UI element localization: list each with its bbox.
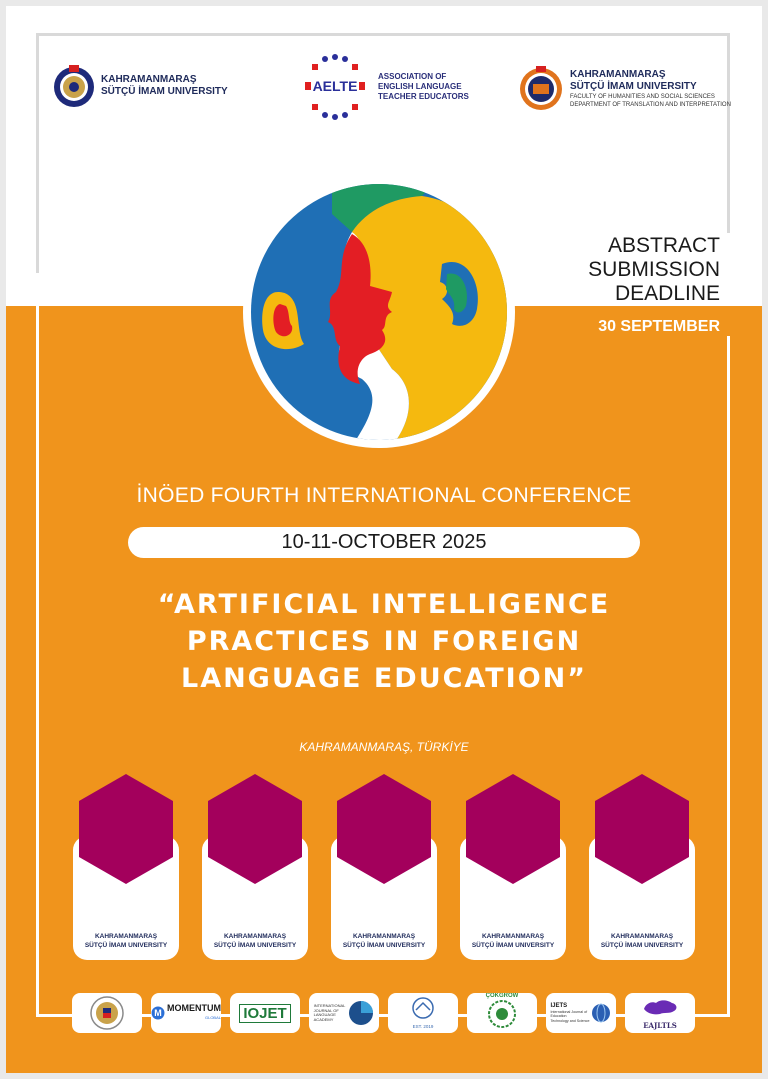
- ijets-title: IJETS: [550, 1002, 568, 1009]
- sponsor-ijets: [546, 993, 616, 1033]
- hexagon-icon: [464, 774, 562, 884]
- svg-text:M: M: [154, 1008, 162, 1018]
- ksu-right-line4: DEPARTMENT OF TRANSLATION AND INTERPRETATION: [570, 102, 731, 108]
- aelte-line2: ENGLISH LANGUAGE: [378, 82, 462, 91]
- frame-line-top: [36, 33, 730, 36]
- frame-line-right-upper: [727, 33, 730, 233]
- aelte-line1: ASSOCIATION OF: [378, 72, 447, 81]
- sponsor-ijla: [309, 993, 379, 1033]
- partner-line2: SÜTÇÜ İMAM UNIVERSITY: [342, 942, 426, 949]
- ijets-line3: Technology and Science: [550, 1018, 590, 1023]
- partner-line2: SÜTÇÜ İMAM UNIVERSITY: [84, 942, 168, 949]
- momentum-sub: GLOBAL: [204, 1015, 221, 1020]
- partner-card: [73, 774, 179, 960]
- frame-line-left-upper: [36, 33, 39, 273]
- sponsor-momentum: [151, 993, 221, 1033]
- conference-title: İNÖED FOURTH INTERNATIONAL CONFERENCE: [136, 484, 632, 507]
- ijets-line1: International Journal of: [550, 1009, 588, 1014]
- frame-line-right: [727, 336, 730, 1017]
- hexagon-icon: [593, 774, 691, 884]
- theme-line2: PRACTICES IN FOREIGN: [186, 626, 582, 657]
- aelte-ring-icon: [300, 54, 370, 120]
- partner-card: [202, 774, 308, 960]
- partner-line1: KAHRAMANMARAŞ: [94, 933, 158, 940]
- frame-line-left: [36, 306, 39, 1017]
- us-seal-icon: [89, 995, 125, 1031]
- hexagon-icon: [206, 774, 304, 884]
- partner-line1: KAHRAMANMARAŞ: [610, 933, 674, 940]
- ijla-line3: LANGUAGE: [313, 1012, 336, 1017]
- aelte-logo: [300, 54, 469, 120]
- ijla-line2: JOURNAL OF: [313, 1007, 339, 1013]
- ksu-right-line3: FACULTY OF HUMANITIES AND SOCIAL SCIENCES: [570, 94, 715, 100]
- conference-location: KAHRAMANMARAŞ, TÜRKİYE: [299, 740, 469, 754]
- aelte-line3: TEACHER EDUCATORS: [378, 92, 469, 101]
- deadline-line3: DEADLINE: [614, 282, 720, 305]
- ijets-line2: Education: [550, 1014, 567, 1019]
- eajltls-label: EAJLTLS: [643, 1020, 677, 1030]
- theme-line1: “ARTIFICIAL INTELLIGENCE: [157, 589, 611, 620]
- momentum-icon: [151, 1006, 165, 1020]
- ksu-logo-left: [52, 64, 228, 108]
- partner-card: [589, 774, 695, 960]
- cokgrow-label: ÇOKGROW: [485, 993, 519, 999]
- aelte-mark: AELTE: [312, 78, 358, 94]
- iojet-label: IOJET: [239, 1004, 290, 1023]
- faces-logo-icon: [242, 174, 516, 450]
- ksu-left-line1: KAHRAMANMARAŞ: [101, 74, 197, 85]
- partner-card: [331, 774, 437, 960]
- eajltls-map-icon: [640, 997, 680, 1017]
- ijla-line1: INTERNATIONAL: [313, 1003, 346, 1008]
- inoed-year: EST. 2019: [412, 1024, 434, 1029]
- ksu-right-line1: KAHRAMANMARAŞ: [570, 69, 666, 80]
- hexagon-icon: [335, 774, 433, 884]
- ksu-seal-icon: [52, 64, 96, 108]
- sponsor-inoed: [388, 993, 458, 1033]
- theme-line3: LANGUAGE EDUCATION”: [180, 663, 587, 694]
- cokgrow-seal-icon: [488, 1000, 516, 1028]
- ijla-globe-icon: [348, 1000, 374, 1026]
- sponsor-eajltls: [625, 993, 695, 1033]
- partner-line1: KAHRAMANMARAŞ: [481, 933, 545, 940]
- partner-line1: KAHRAMANMARAŞ: [223, 933, 287, 940]
- partner-line2: SÜTÇÜ İMAM UNIVERSITY: [471, 942, 555, 949]
- poster: [6, 6, 762, 1073]
- ksu-left-line2: SÜTÇÜ İMAM UNIVERSITY: [101, 86, 228, 97]
- deadline-block: [588, 234, 720, 306]
- sponsor-iojet: [230, 993, 300, 1033]
- ijets-globe-icon: [591, 1003, 611, 1023]
- partner-line1: KAHRAMANMARAŞ: [352, 933, 416, 940]
- deadline-line1: ABSTRACT: [607, 234, 720, 257]
- ksu-right-line2: SÜTÇÜ İMAM UNIVERSITY: [570, 81, 697, 92]
- partner-card: [460, 774, 566, 960]
- deadline-line2: SUBMISSION: [588, 258, 720, 281]
- momentum-label: MOMENTUM: [167, 1003, 221, 1013]
- faculty-seal-icon: [518, 66, 564, 112]
- conference-theme: [106, 586, 662, 697]
- sponsor-us-embassy: [72, 993, 142, 1033]
- sponsor-cokgrow: [467, 993, 537, 1033]
- ijla-line4: ACADEMY: [313, 1016, 334, 1022]
- partner-line2: SÜTÇÜ İMAM UNIVERSITY: [600, 942, 684, 949]
- hexagon-icon: [77, 774, 175, 884]
- inoed-emblem-icon: [408, 997, 438, 1019]
- deadline-date: 30 SEPTEMBER: [598, 318, 720, 335]
- conference-dates: 10-11-OCTOBER 2025: [128, 527, 640, 558]
- partner-line2: SÜTÇÜ İMAM UNIVERSITY: [213, 942, 297, 949]
- ksu-logo-right: [518, 66, 731, 112]
